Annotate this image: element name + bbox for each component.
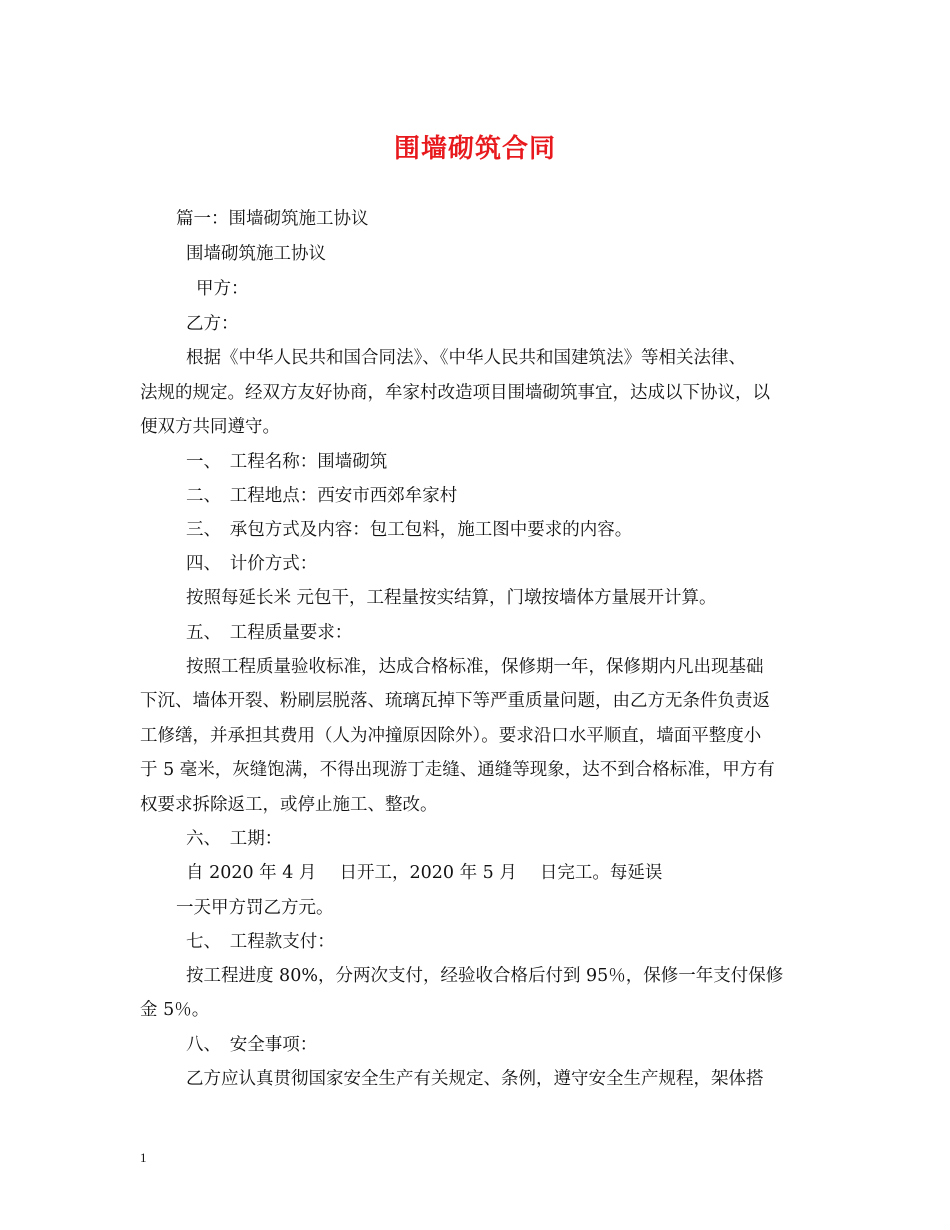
text-line: 乙方应认真贯彻国家安全生产有关规定、条例，遵守安全生产规程，架体搭	[186, 1069, 764, 1089]
text-line: 根据《中华人民共和国合同法》、《中华人民共和国建筑法》等相关法律、	[186, 348, 746, 368]
text-line: 甲方：	[196, 279, 249, 299]
text-line: 围墙砌筑施工协议	[186, 244, 326, 264]
text-line: 一、 工程名称：围墙砌筑	[186, 452, 388, 472]
text-line: 篇一：围墙砌筑施工协议	[176, 209, 369, 229]
text-line: 一天甲方罚乙方元。	[176, 898, 334, 918]
text-line: 二、 工程地点：西安市西郊牟家村	[186, 486, 458, 506]
text-line: 工修缮，并承担其费用（人为冲撞原因除外）。要求沿口水平顺直，墙面平整度小	[140, 726, 762, 746]
text-line: 六、 工期：	[186, 829, 283, 849]
text-line: 按照工程质量验收标准，达成合格标准，保修期一年，保修期内凡出现基础	[186, 657, 764, 677]
text-line: 七、 工程款支付：	[186, 932, 335, 952]
text-line: 法规的规定。经双方友好协商，牟家村改造项目围墙砌筑事宜，达成以下协议，以	[140, 383, 770, 403]
text-line: 权要求拆除返工，或停止施工、整改。	[140, 795, 438, 815]
text-line: 便双方共同遵守。	[140, 417, 280, 437]
text-line: 自 2020 年 4 月 日开工，2020 年 5 月 日完工。每延误	[186, 863, 663, 883]
text-line: 于 5 毫米，灰缝饱满，不得出现游丁走缝、通缝等现象，达不到合格标准，甲方有	[140, 760, 775, 780]
text-line: 下沉、墙体开裂、粉刷层脱落、琉璃瓦掉下等严重质量问题，由乙方无条件负责返	[140, 691, 770, 711]
text-line: 金 5％。	[140, 1000, 210, 1020]
text-line: 按照每延长米 元包干，工程量按实结算，门墩按墙体方量展开计算。	[186, 588, 717, 608]
text-line: 乙方：	[186, 314, 239, 334]
page-number: 1	[140, 1150, 147, 1165]
text-line: 四、 计价方式：	[186, 554, 318, 574]
document-title: 围墙砌筑合同	[393, 134, 556, 164]
text-line: 三、 承包方式及内容：包工包料，施工图中要求的内容。	[186, 520, 633, 540]
text-line: 五、 工程质量要求：	[186, 623, 353, 643]
text-line: 按工程进度 80%，分两次支付，经验收合格后付到 95％，保修一年支付保修	[186, 966, 784, 986]
text-line: 八、 安全事项：	[186, 1035, 318, 1055]
